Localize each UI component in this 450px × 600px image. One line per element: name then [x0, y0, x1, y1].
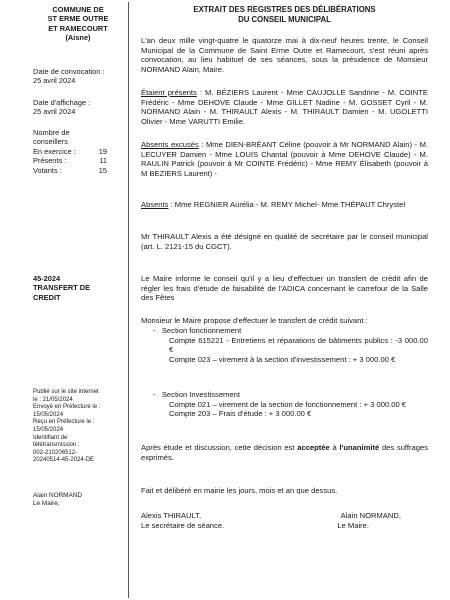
count-label: Présents : [33, 156, 67, 166]
section2-line2: Compte 203 – Frais d'étude : + 3 000.00 € [169, 409, 312, 419]
signatory-role: Le Maire, [33, 500, 60, 508]
section-investissement [141, 390, 428, 419]
convocation-block [33, 67, 123, 86]
publication-line: télétransmission : [33, 442, 80, 449]
excuses-label: Absents excusés [141, 140, 199, 149]
document-title [141, 5, 428, 24]
publication-line: Reçu en Préfecture le : [33, 419, 95, 426]
conseillers-label: Nombre de [33, 128, 70, 137]
deliberation-number: 45-2024 [33, 274, 61, 283]
publication-line: Identifiant de [33, 434, 68, 441]
closing-line: Fait et délibéré en mairie les jours, mois et an que dessus. [141, 486, 338, 495]
deliberation-title: CREDIT [33, 292, 61, 302]
commune-line: ST ERME OUTRE [47, 14, 109, 24]
deliberation-heading [33, 274, 123, 302]
commune-line: COMMUNE DE [52, 5, 104, 14]
section2-line1: Compte 021 – virement de la section de fonctionnement : + 3 000.00 € [169, 399, 407, 409]
section-title: - Section Investissement [153, 390, 240, 399]
count-value: 19 [98, 146, 107, 156]
excuses-text: : Mme DIEN-BRÉANT Céline (pouvoir à Mr NORMAND Alain) - M. LECUYER Damien - Mme LOUIS Chantal (pouvoir à Mme DEHOVE Claude) - M. RAULIN Patrick (pouvoir à Mr COINTE Frédéric) - Mme REMY Élisabeth (pouvoir à M BEZIERS Laurent) - [141, 140, 428, 178]
presents-label: Étaient présents [141, 88, 197, 97]
affichage-label: Date d'affichage : [33, 98, 91, 107]
conseillers-block [33, 128, 123, 175]
count-value: 11 [99, 156, 107, 166]
conseillers-label: conseillers [33, 137, 68, 147]
signatory-name: Alain NORMAND [33, 492, 83, 499]
section2-title: Section Investissement [161, 390, 240, 399]
secretaire-paragraph: Mr THIRAULT Alexis a été désigné en qualité de secrétaire par le conseil municipal (art. L. 2121-15 du CGCT). [141, 232, 428, 251]
deliberation-title: TRANSFERT DE [33, 283, 91, 293]
commune-header [33, 5, 123, 43]
signature-names [141, 511, 401, 521]
presents-text: : M. BÉZIERS Laurent - Mme CAUJOLLE Sandrine - M. COINTE Frédéric - Mme DEHOVE Claude - Mme GILLET Nadine - M. GOSSET Cyril - M. NORMAND Alain - M. THIRAULT Alexis - M. THIRAULT Damien - M. UGOLETTI Olivier - Mme VARUTTI Emilie. [141, 88, 428, 126]
commune-line: (Aisne) [65, 33, 91, 43]
mayor-name: Alain NORMAND, [340, 511, 401, 520]
count-row [33, 166, 107, 175]
section-fonctionnement [141, 326, 428, 364]
title-line: DU CONSEIL MUNICIPAL [238, 14, 331, 24]
section1-line1: Compte 615221 - Entretiens et réparations de bâtiments publics : -3 000.00 € [169, 335, 428, 355]
propose-line: Monsieur le Maire propose d'effectuer le transfert de crédit suivant : [141, 316, 368, 325]
title-line: EXTRAIT DES REGISTRES DES DÉLIBÉRATIONS [193, 5, 376, 14]
publication-line: 15/05/2024 [33, 411, 64, 418]
decision-text: Après étude et discussion, cette décision est [141, 443, 298, 452]
section1-line2: Compte 023 – virement à la section d'investissement : + 3 000.00 € [169, 354, 396, 364]
affichage-block [33, 98, 123, 117]
excuses-paragraph [141, 140, 428, 178]
count-value: 15 [98, 165, 107, 175]
publication-line: Envoyé en Préfecture le : [33, 404, 101, 411]
count-label: En exercice : [33, 146, 76, 156]
column-divider [128, 2, 129, 598]
decision-paragraph [141, 443, 428, 462]
publication-line: 15/05/2024 [33, 426, 64, 433]
mayor-role: Le Maire. [337, 520, 369, 530]
secretary-role: Le secrétaire de séance. [141, 520, 225, 530]
decision-text: à [329, 443, 340, 452]
decision-unanimity: l'unanimité [339, 443, 380, 452]
presents-paragraph [141, 88, 428, 126]
publication-line: le : 21/05/2024 [33, 396, 73, 403]
absents-label: Absents [141, 200, 169, 209]
publication-line: Publié sur le site internet [33, 389, 99, 395]
publication-info [33, 389, 123, 465]
signatures [141, 511, 401, 530]
secretary-name: Alexis THIRAULT, [141, 511, 202, 520]
transfert-intro: Le Maire informe le conseil qu'il y a lieu d'effectuer un transfert de crédit afin de régler les frais d'étude de faisabilité de l'ADICA concernant le carrefour de la Salle des Fêtes [141, 274, 428, 303]
publication-line: 20240514-45-2024-DE [33, 457, 95, 464]
convocation-label: Date de convocation : [33, 67, 105, 76]
count-label: Votants : [33, 165, 62, 175]
count-row [33, 156, 107, 165]
affichage-date: 25 avril 2024 [33, 107, 76, 117]
absents-paragraph [141, 200, 428, 210]
signature-roles [141, 521, 401, 531]
section1-title: Section fonctionnement [161, 326, 242, 335]
count-row [33, 147, 107, 156]
decision-text: des suffrages exprimés. [141, 443, 429, 462]
decision-accepted: acceptée [297, 443, 330, 452]
absents-text: : Mme REGNIER Aurélia - M. REMY Michel- Mme THÉPAUT Chrystel [168, 200, 406, 209]
convocation-date: 25 avril 2024 [33, 76, 76, 86]
commune-line: ET RAMECOURT [48, 23, 108, 33]
section-title: - Section fonctionnement [153, 326, 242, 335]
left-signature [33, 492, 123, 509]
publication-line: 002-210206512- [33, 449, 78, 456]
intro-paragraph: L'an deux mille vingt-quatre le quatorze mai à dix-neuf heures trente, le Conseil Municipal de la Commune de Saint Erme Outre et Ramecourt, s'est réuni après convocation, au lieu habituel de ses séances, sous la présidence de Monsieur NORMAND Alain, Maire. [141, 36, 428, 74]
